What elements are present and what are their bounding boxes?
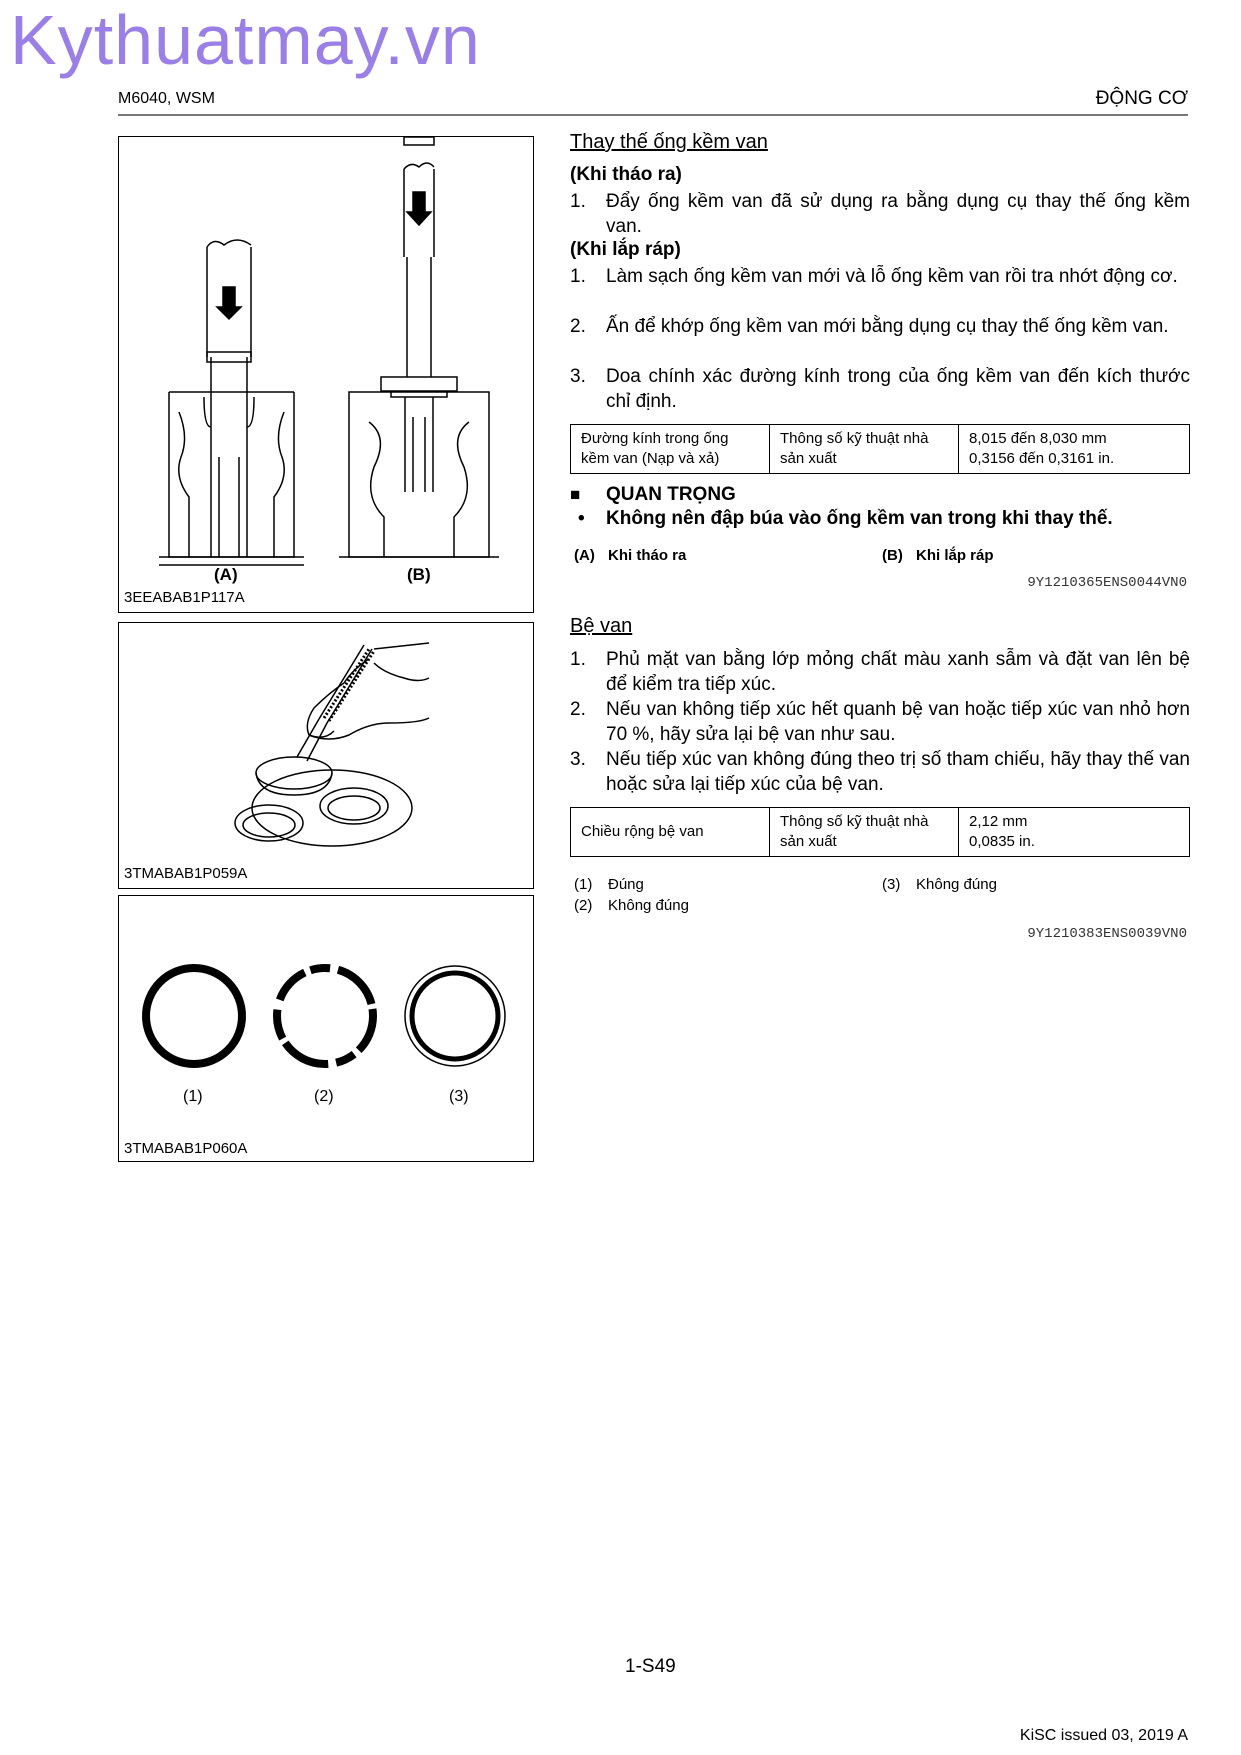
fig3-code: 3TMABAB1P060A xyxy=(124,1140,248,1157)
fig2-code: 3TMABAB1P059A xyxy=(124,865,248,882)
install-heading: (Khi lắp ráp) xyxy=(570,239,681,260)
fig3-label-1: (1) xyxy=(183,1088,203,1105)
fig1-label-a: (A) xyxy=(214,565,238,584)
section2-title: Bệ van xyxy=(570,615,633,637)
legend-a-key: (A) xyxy=(574,547,595,564)
spec2-values: 2,12 mm 0,0835 in. xyxy=(959,808,1190,857)
spec2-type: Thông số kỹ thuật nhà sản xuất xyxy=(770,808,959,857)
header-model: M6040, WSM xyxy=(118,90,215,107)
important-title: QUAN TRỌNG xyxy=(606,484,736,505)
contact-patterns-drawing xyxy=(119,896,533,1161)
legend-3: Không đúng xyxy=(916,876,997,893)
contact-ring-incorrect-3 xyxy=(405,966,505,1066)
header-chapter: ĐỘNG CƠ xyxy=(1095,88,1188,109)
seat-step-2: 2. Nếu van không tiếp xúc hết quanh bệ van hoặc tiếp xúc van nhỏ hơn 70 %, hãy sửa lại bệ van như sau. xyxy=(570,699,1190,745)
spec-table-valve-seat xyxy=(570,807,1190,857)
section1-code: 9Y1210365ENS0044VN0 xyxy=(1027,575,1187,591)
fig3-label-2: (2) xyxy=(314,1088,334,1105)
legend-1: Đúng xyxy=(608,876,644,893)
spec1-values: 8,015 đến 8,030 mm 0,3156 đến 0,3161 in. xyxy=(959,425,1190,474)
legend-1-key: (1) xyxy=(574,876,593,893)
important-text: Không nên đập búa vào ống kềm van trong khi thay thế. xyxy=(606,508,1113,529)
section1-title: Thay thế ống kềm van xyxy=(570,131,768,153)
removal-step-1: 1. Đẩy ống kềm van đã sử dụng ra bằng dụng cụ thay thế ống kềm van. xyxy=(570,191,1190,237)
valve-guide-drawing xyxy=(119,137,533,612)
legend-a: Khi tháo ra xyxy=(608,547,687,564)
page-number: 1-S49 xyxy=(625,1656,676,1677)
spec2-item: Chiều rộng bệ van xyxy=(571,808,770,857)
issue-note: KiSC issued 03, 2019 A xyxy=(1019,1727,1188,1744)
legend-b: Khi lắp ráp xyxy=(916,547,994,564)
watermark: Kythuatmay.vn xyxy=(10,1,481,79)
figure-seat-contact-patterns xyxy=(118,895,534,1162)
fig1-label-b: (B) xyxy=(407,565,431,584)
figure-valve-seat-check xyxy=(118,622,534,889)
spec1-type: Thông số kỹ thuật nhà sản xuất xyxy=(770,425,959,474)
legend-b-key: (B) xyxy=(882,547,903,564)
section2-code: 9Y1210383ENS0039VN0 xyxy=(1027,926,1187,942)
valve-seat-drawing xyxy=(119,623,533,888)
important-marker: ■ xyxy=(570,485,581,504)
removal-heading: (Khi tháo ra) xyxy=(570,164,682,185)
fig3-label-3: (3) xyxy=(449,1088,469,1105)
legend-2: Không đúng xyxy=(608,897,689,914)
install-step-3: 3. Doa chính xác đường kính trong của ống kềm van đến kích thước chỉ định. xyxy=(570,366,1190,412)
header-rule xyxy=(118,114,1188,116)
legend-2-key: (2) xyxy=(574,897,593,914)
figure-valve-guide-replacement xyxy=(118,136,534,613)
contact-ring-incorrect-2 xyxy=(277,968,373,1064)
important-bullet: • xyxy=(578,508,585,529)
spec-table-valve-guide xyxy=(570,424,1190,474)
spec1-item: Đường kính trong ống kềm van (Nạp và xả) xyxy=(571,425,770,474)
seat-step-1: 1. Phủ mặt van bằng lớp mỏng chất màu xanh sẫm và đặt van lên bệ để kiểm tra tiếp xúc. xyxy=(570,649,1190,695)
legend-3-key: (3) xyxy=(882,876,901,893)
seat-step-3: 3. Nếu tiếp xúc van không đúng theo trị số tham chiếu, hãy thay thế van hoặc sửa lại tiếp xúc của bệ van. xyxy=(570,749,1190,795)
contact-ring-correct xyxy=(146,968,242,1064)
install-step-2: 2. Ấn để khớp ống kềm van mới bằng dụng cụ thay thế ống kềm van. xyxy=(570,316,1169,337)
install-step-1: 1. Làm sạch ống kềm van mới và lỗ ống kềm van rồi tra nhớt động cơ. xyxy=(570,266,1178,287)
fig1-code: 3EEABAB1P117A xyxy=(124,589,245,606)
